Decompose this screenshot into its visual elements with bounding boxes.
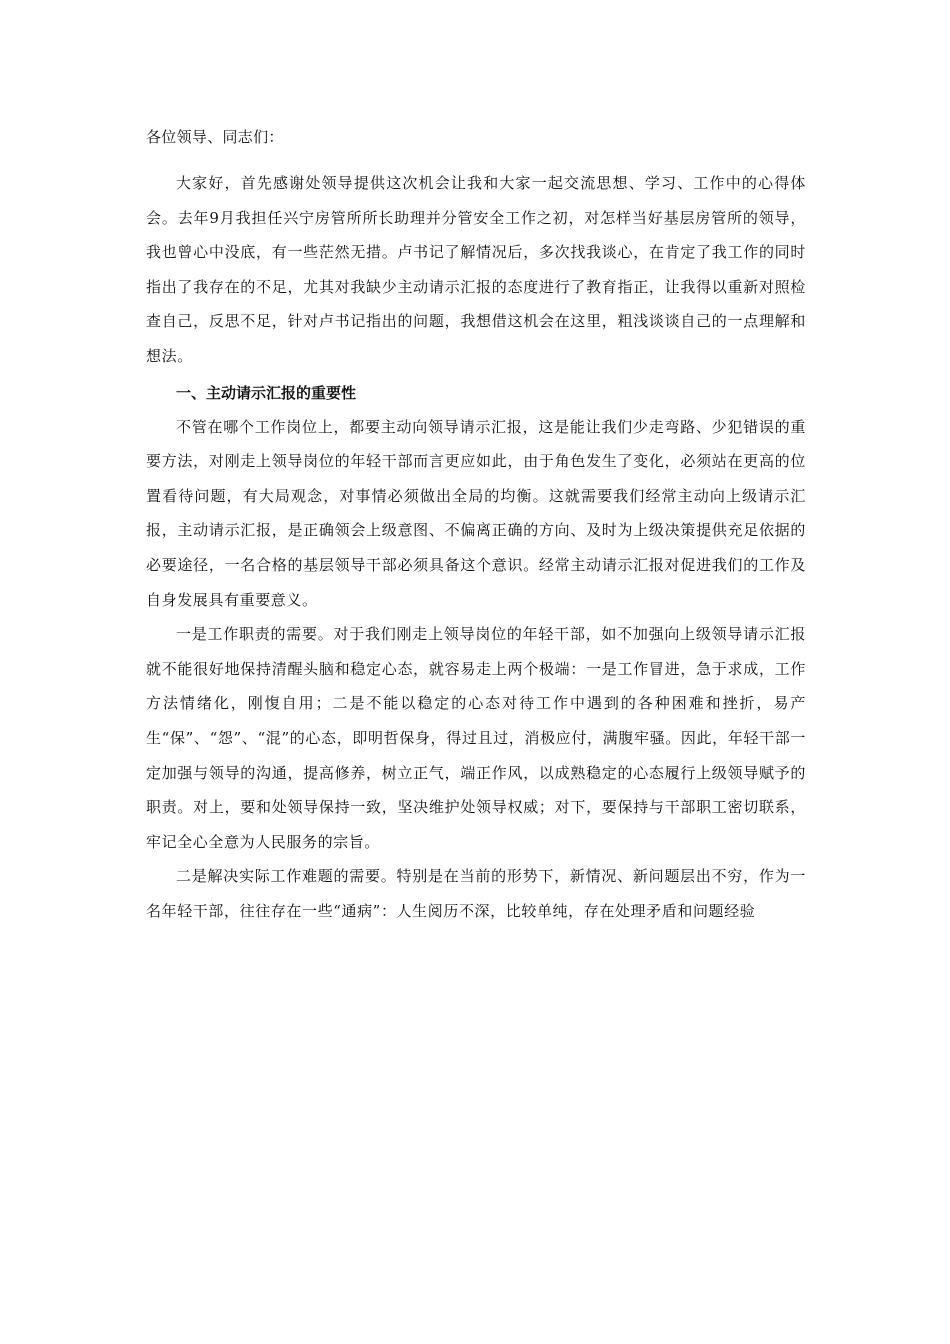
paragraph-intro: 大家好，首先感谢处领导提供这次机会让我和大家一起交流思想、学习、工作中的心得体会。去年9月我担任兴宁房管所所长助理并分管安全工作之初，对怎样当好基层房管所的领导，我也曾心中没底，有一些茫然无措。卢书记了解情况后，多次找我谈心，在肯定了我工作的同时指出了我存在的不足，尤其对我缺少主动请示汇报的态度进行了教育指正，让我得以重新对照检查自己，反思不足，针对卢书记指出的问题，我想借这机会在这里，粗浅谈谈自己的一点理解和想法。 — [146, 174, 806, 365]
paragraph-problems: 二是解决实际工作难题的需要。特别是在当前的形势下，新情况、新问题层出不穷，作为一名年轻干部，往往存在一些“通病”：人生阅历不深，比较单纯，存在处理矛盾和问题经验 — [146, 867, 806, 920]
greeting: 各位领导、同志们： — [146, 128, 284, 146]
paragraph-duty: 一是工作职责的需要。对于我们刚走上领导岗位的年轻干部，如不加强向上级领导请示汇报就不能很好地保持清醒头脑和稳定心态，就容易走上两个极端：一是工作冒进，急于求成，工作方法情绪化，刚愎自用；二是不能以稳定的心态对待工作中遇到的各种困难和挫折，易产生“保”、“怨”、“混”的心态，即明哲保身，得过且过，消极应付，满腹牢骚。因此，年轻干部一定加强与领导的沟通，提高修养，树立正气，端正作风，以成熟稳定的心态履行上级领导赋予的职责。对上，要和处领导保持一致，坚决维护处领导权威；对下，要保持与干部职工密切联系，牢记全心全意为人民服务的宗旨。 — [146, 625, 806, 851]
paragraph-importance: 不管在哪个工作岗位上，都要主动向领导请示汇报，这是能让我们少走弯路、少犯错误的重要方法，对刚走上领导岗位的年轻干部而言更应如此，由于角色发生了变化，必须站在更高的位置看待问题，有大局观念，对事情必须做出全局的均衡。这就需要我们经常主动向上级请示汇报，主动请示汇报，是正确领会上级意图、不偏离正确的方向、及时为上级决策提供充足依据的必要途径，一名合格的基层领导干部必须具备这个意识。经常主动请示汇报对促进我们的工作及自身发展具有重要意义。 — [146, 417, 806, 609]
document-page — [146, 120, 806, 928]
section-heading: 一、主动请示汇报的重要性 — [176, 383, 357, 402]
